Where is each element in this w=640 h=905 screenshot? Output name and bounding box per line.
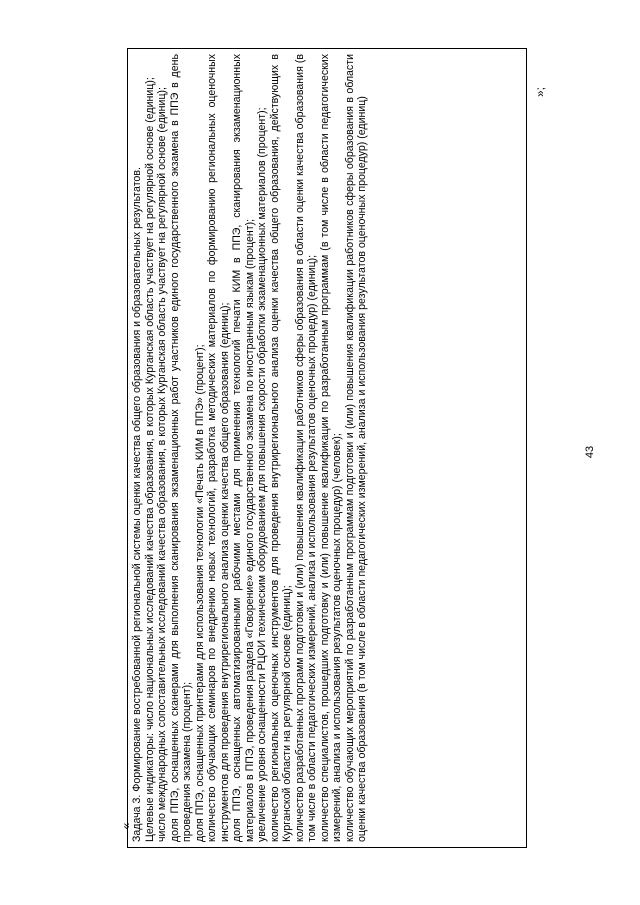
task-text-box: [127, 48, 527, 848]
indicator-item: количество специалистов, прошедших подготовку и (или) повышение квалификации по разработанным программам (в том числе в области педагогических измерений, анализа и использования результатов оценочных процедур) (человек);: [318, 54, 343, 842]
indicator-item: количество обучающих семинаров по внедрению новых технологий, разработка методических материалов по формированию региональных оценочных инструментов для проведения внутрирегионального анализа оценки качества общего образования (единиц);: [206, 54, 231, 842]
task-frame: [127, 48, 527, 848]
task-title: Задача 3. Формирование востребованной региональной системы оценки качества общего образования и образовательных результатов.: [131, 167, 143, 842]
indicator-item: доля ППЭ, оснащенных сканерами для выполнения сканирования экзаменационных работ участников единого государственного экзамена в ППЭ в день проведения экзамена (процент);: [168, 54, 193, 842]
closing-quote-mark: »;: [533, 86, 547, 98]
indicator-item: количество обучающих мероприятий по разработанным программам подготовки и (или) повышения квалификации работников сферы образования в области оценки качества образования (в том числе в области педагогических измерений, анализа и использования результатов оценочных процедур) (единиц): [343, 54, 368, 842]
page-number: 43: [584, 445, 596, 459]
opening-quote-mark: «: [119, 822, 133, 830]
indicator-item: количество разработанных программ подготовки и (или) повышения квалификации работников сферы образования в области оценки качества образования (в том числе в области педагогических измерений, анализа и использования результатов оценочных процедур) (единиц);: [293, 54, 318, 842]
target-indicators-intro: Целевые индикаторы: число национальных исследований качества образования, в которых Курганская область участвует на регулярной основе (единиц);: [143, 77, 156, 842]
indicator-item: число международных сопоставительных исследований качества образования, в которых Курганская область участвует на регулярной основе (единиц);: [156, 87, 168, 842]
indicator-item: доля ППЭ, оснащенных принтерами для использования технологии «Печать КИМ в ППЭ» (процент);: [193, 344, 206, 842]
indicator-item: количество региональных оценочных инструментов для проведения внутрирегионального анализа оценки качества общего образования, действующих в Курганской области на регулярной основе (единиц);: [268, 54, 293, 842]
indicator-item: увеличение уровня оснащенности РЦОИ техническим оборудованием для повышения скорости обработки экзаменационных материалов (процент);: [256, 107, 268, 842]
indicator-item: доля ППЭ, оснащенных автоматизированными рабочими местами для применения технологий печати КИМ в ППЭ, сканирования экзаменационных материалов в ППЭ, проведения раздела «Говорение» единого государственного экзамена по иностранным языкам (процент);: [231, 54, 256, 842]
